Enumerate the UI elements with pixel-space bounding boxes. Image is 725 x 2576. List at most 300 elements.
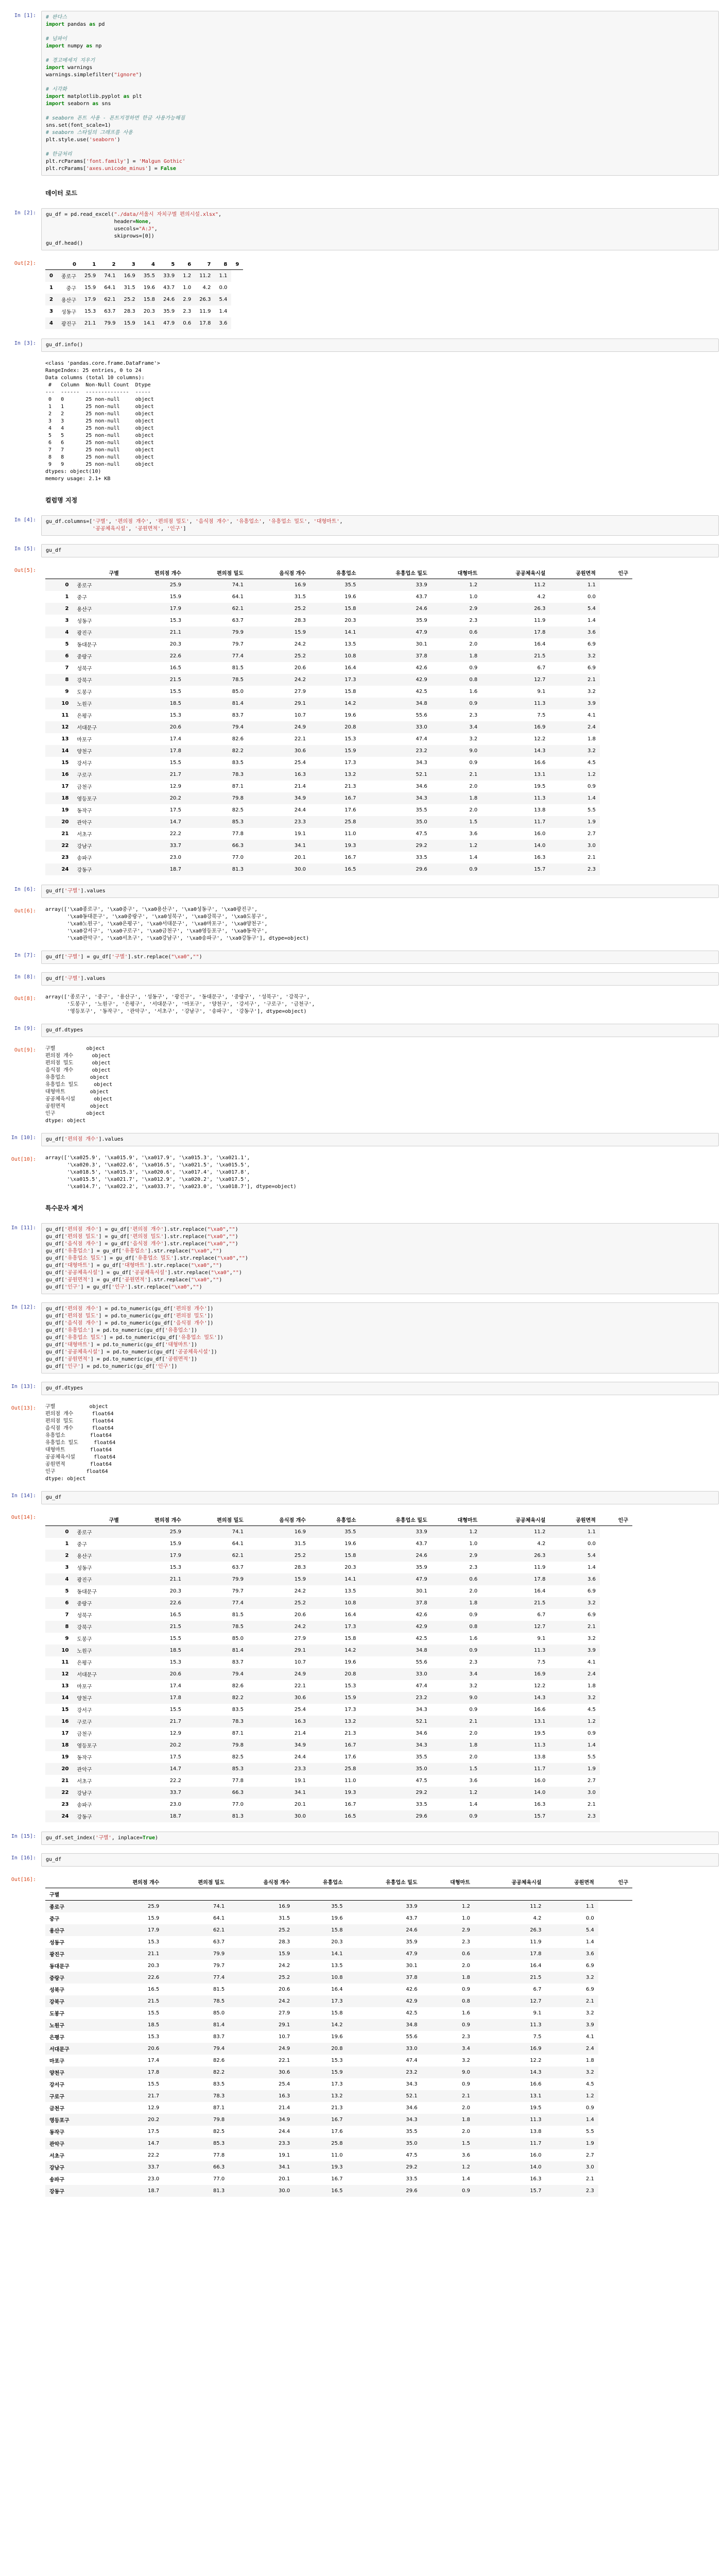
code-editor[interactable]: gu_df.dtypes — [41, 1382, 719, 1395]
table-cell: 0.6 — [183, 320, 192, 326]
table-cell: 21.5 — [169, 677, 181, 683]
output-cell — [0, 564, 719, 878]
row-index: 5 — [65, 641, 69, 647]
code-editor[interactable]: gu_df['구별'] = gu_df['구별'].str.replace("\xa0","") — [41, 951, 719, 964]
code-editor[interactable]: gu_df['편의점 개수'].values — [41, 1133, 719, 1146]
row-index: 강북구 — [49, 1999, 64, 2005]
table-cell: 82.5 — [213, 2129, 225, 2134]
table-cell: 16.5 — [344, 1814, 356, 1819]
table-row — [45, 282, 243, 294]
column-header — [45, 260, 57, 270]
table-cell: 4.5 — [585, 2081, 594, 2087]
table-cell: 15.9 — [169, 1541, 181, 1547]
table-cell: 14.1 — [344, 630, 356, 635]
output-cell — [0, 992, 719, 1017]
table-cell: 74.1 — [232, 1529, 244, 1535]
code-editor[interactable]: gu_df.columns=['구별', '편의점 개수', '편의점 밀도', '음식점 개수', '유흥업소', '유흥업소 밀도', '대형마트', '공공체육시설', '공원면적', '인구'] — [41, 515, 719, 536]
table-row — [45, 1656, 632, 1668]
code-cell[interactable] — [0, 1222, 719, 1296]
column-header: 대형마트 — [457, 571, 478, 577]
code-cell[interactable] — [0, 1852, 719, 1868]
output-cell — [0, 1873, 719, 2199]
row-index: 영등포구 — [49, 2118, 70, 2124]
table-cell: 서초구 — [77, 1779, 92, 1785]
row-index: 22 — [61, 1790, 69, 1795]
table-cell: 2.0 — [462, 2105, 470, 2111]
table-cell: 1.4 — [587, 618, 596, 623]
table-cell: 3.9 — [587, 1648, 596, 1653]
code-editor[interactable]: gu_df['구별'].values — [41, 972, 719, 986]
cell-prompt: In [16]: — [11, 1855, 36, 1861]
row-index: 6 — [65, 1600, 69, 1606]
table-cell: 22.2 — [148, 2153, 160, 2158]
table-cell: 0.9 — [469, 1707, 478, 1713]
table-cell: 79.8 — [232, 795, 244, 801]
table-cell: 11.3 — [534, 795, 546, 801]
table-row — [45, 1960, 632, 1972]
table-cell: 25.2 — [124, 297, 135, 302]
table-row — [45, 781, 632, 792]
row-index: 20 — [61, 1766, 69, 1772]
table-cell: 25.8 — [344, 819, 356, 825]
cell-prompt: Out[9]: — [14, 1047, 36, 1053]
code-cell[interactable] — [0, 9, 719, 177]
table-cell: 1.4 — [462, 2176, 470, 2182]
table-cell: 1.6 — [469, 1636, 478, 1641]
table-cell: 42.9 — [416, 1624, 427, 1630]
table-cell: 15.3 — [148, 2034, 160, 2040]
table-cell: 16.4 — [530, 1963, 542, 1969]
table-cell: 24.2 — [294, 1624, 306, 1630]
table-cell: 47.9 — [416, 1577, 427, 1582]
table-cell: 18.5 — [169, 701, 181, 706]
table-cell: 35.5 — [416, 807, 427, 813]
table-cell: 33.0 — [406, 2046, 418, 2052]
table-cell: 13.1 — [530, 2093, 542, 2099]
table-cell: 1.2 — [462, 1904, 470, 1909]
row-index: 중구 — [49, 1917, 60, 1922]
column-header: 편의점 개수 — [154, 571, 181, 577]
table-cell: 2.1 — [587, 855, 596, 860]
table-cell: 0.9 — [469, 701, 478, 706]
table-cell: 14.3 — [534, 1695, 546, 1701]
table-cell: 11.3 — [530, 2022, 542, 2028]
table-cell: 34.9 — [294, 1742, 306, 1748]
table-cell: 85.3 — [213, 2141, 225, 2146]
row-index: 20 — [61, 819, 69, 825]
table-cell: 3.2 — [587, 653, 596, 659]
table-cell: 14.1 — [331, 1951, 343, 1957]
table-cell: 42.5 — [416, 689, 427, 694]
column-header: 7 — [207, 262, 211, 267]
table-cell: 11.2 — [534, 1529, 546, 1535]
table-cell: 용산구 — [77, 607, 92, 613]
table-cell: 14.0 — [534, 843, 546, 849]
table-cell: 14.7 — [148, 2141, 160, 2146]
table-cell: 2.3 — [469, 1659, 478, 1665]
table-cell: 17.6 — [344, 1754, 356, 1760]
table-cell: 21.1 — [148, 1951, 160, 1957]
column-header: 0 — [72, 262, 76, 267]
column-header: 9 — [235, 262, 239, 267]
table-cell: 마포구 — [77, 737, 92, 743]
table-cell: 23.0 — [169, 1802, 181, 1807]
row-index: 18 — [61, 795, 69, 801]
code-cell[interactable] — [0, 514, 719, 537]
table-cell: 42.9 — [406, 1998, 418, 2004]
table-cell: 24.9 — [278, 2046, 290, 2052]
table-row — [45, 2031, 632, 2043]
table-cell: 31.5 — [294, 1541, 306, 1547]
table-cell: 42.5 — [406, 2010, 418, 2016]
table-cell: 1.2 — [183, 273, 192, 279]
row-index: 2 — [49, 297, 53, 302]
table-cell: 55.6 — [406, 2034, 418, 2040]
table-cell: 47.4 — [406, 2058, 418, 2063]
table-cell: 강북구 — [77, 678, 92, 684]
table-cell: 64.1 — [104, 285, 116, 291]
table-cell: 0.0 — [587, 1541, 596, 1547]
code-editor[interactable]: gu_df['구별'].values — [41, 885, 719, 898]
table-cell: 78.5 — [232, 1624, 244, 1630]
row-index: 10 — [61, 1648, 69, 1653]
table-cell: 34.3 — [416, 1742, 427, 1748]
table-cell: 81.3 — [232, 1814, 244, 1819]
code-cell[interactable] — [0, 1489, 719, 1506]
code-editor[interactable]: gu_df['편의점 개수'] = gu_df['편의점 개수'].str.replace("\xa0","") gu_df['편의점 밀도'] = gu_df['편의점 밀도'].str.replace("\xa0","") gu_df['음식점 개수'] = gu_df['음식점 개수'].str.replace("\xa0","") gu_df['유흥업소'] = gu_df['유흥업소'].str.replace("\xa0","") gu_df['유흥업소 밀도'] = gu_df['유흥업소 밀도'].str.replace("\xa0","") gu_df['대형마트'] = gu_df['대형마트'].str.replace("\xa0","") gu_df['공공체육시설'] = gu_df['공공체육시설'].str.replace("\xa0","") gu_df['공원면적'] = gu_df['공원면적'].str.replace("\xa0","") gu_df['인구'] = gu_df['인구'].str.replace("\xa0","") — [41, 1223, 719, 1294]
table-cell: 35.0 — [406, 2141, 418, 2146]
column-header: 공공체육시설 — [515, 1518, 546, 1523]
table-row — [45, 2007, 632, 2019]
table-cell: 3.0 — [585, 2164, 594, 2170]
table-cell: 강동구 — [77, 868, 92, 873]
row-index: 13 — [61, 736, 69, 742]
table-cell: 13.1 — [534, 772, 546, 777]
table-cell: 서대문구 — [77, 1672, 97, 1678]
table-cell: 15.8 — [344, 1636, 356, 1641]
table-row — [45, 1912, 632, 1924]
table-cell: 20.3 — [331, 1939, 343, 1945]
row-index: 4 — [65, 1577, 69, 1582]
table-cell: 21.5 — [148, 1998, 160, 2004]
table-cell: 23.2 — [416, 748, 427, 754]
row-index: 중랑구 — [49, 1976, 64, 1981]
table-cell: 2.0 — [469, 807, 478, 813]
table-cell: 11.3 — [530, 2117, 542, 2123]
table-cell: 11.3 — [534, 1648, 546, 1653]
code-cell[interactable] — [0, 543, 719, 559]
table-cell: 14.3 — [530, 2070, 542, 2075]
row-index: 강서구 — [49, 2082, 64, 2088]
table-cell: 1.6 — [469, 689, 478, 694]
table-row — [45, 579, 632, 591]
table-cell: 16.3 — [294, 772, 306, 777]
table-cell: 2.1 — [587, 1624, 596, 1630]
table-cell: 33.9 — [163, 273, 175, 279]
table-cell: 9.0 — [462, 2070, 470, 2075]
table-cell: 17.8 — [534, 630, 546, 635]
table-cell: 34.1 — [294, 1790, 306, 1795]
table-cell: 15.5 — [169, 689, 181, 694]
table-cell: 19.3 — [344, 843, 356, 849]
table-cell: 15.9 — [169, 594, 181, 600]
table-cell: 22.2 — [169, 831, 181, 837]
table-cell: 16.4 — [344, 665, 356, 671]
table-cell: 11.9 — [534, 618, 546, 623]
table-row — [45, 1984, 632, 1995]
table-cell: 33.7 — [169, 1790, 181, 1795]
code-editor[interactable]: gu_df.dtypes — [41, 1024, 719, 1037]
table-cell: 29.1 — [278, 2022, 290, 2028]
table-cell: 5.4 — [219, 297, 228, 302]
table-cell: 16.5 — [169, 665, 181, 671]
cell-prompt: In [10]: — [11, 1135, 36, 1141]
table-cell: 용산구 — [77, 1554, 92, 1560]
table-cell: 17.8 — [530, 1951, 542, 1957]
table-cell: 33.5 — [406, 2176, 418, 2182]
table-cell: 20.3 — [148, 1963, 160, 1969]
row-index: 0 — [65, 582, 69, 588]
code-editor[interactable]: gu_df.info() — [41, 338, 719, 352]
row-index: 19 — [61, 807, 69, 813]
table-cell: 12.9 — [169, 1731, 181, 1736]
table-cell: 2.9 — [469, 1553, 478, 1558]
table-cell: 30.0 — [294, 867, 306, 872]
table-cell: 29.1 — [294, 701, 306, 706]
table-cell: 1.1 — [587, 1529, 596, 1535]
table-cell: 10.8 — [344, 1600, 356, 1606]
cell-prompt: In [14]: — [11, 1493, 36, 1499]
table-cell: 1.0 — [183, 285, 192, 291]
table-cell: 1.8 — [585, 2058, 594, 2063]
row-index: 성동구 — [49, 1940, 64, 1946]
table-cell: 30.1 — [416, 1588, 427, 1594]
table-cell: 15.5 — [148, 2081, 160, 2087]
table-cell: 송파구 — [77, 856, 92, 861]
text-output: array(['종로구', '중구', '용산구', '성동구', '광진구', '동대문구', '중랑구', '성북구', '강북구', '도봉구', '노원구', '은평구', '서대문구', '마포구', '양천구', '강서구', '구로구', '금천구', '영등포구', '동작구', '관악구', '서초구', '강남구', '송파구', '강동구'], dtype=object) — [45, 994, 315, 1014]
table-cell: 28.3 — [294, 1565, 306, 1570]
code-editor[interactable]: gu_df — [41, 1491, 719, 1504]
table-cell: 82.2 — [232, 748, 244, 754]
table-cell: 20.1 — [278, 2176, 290, 2182]
table-row — [45, 1692, 632, 1704]
code-cell[interactable] — [0, 337, 719, 353]
table-cell: 강서구 — [77, 1708, 92, 1714]
column-header: 1 — [92, 262, 96, 267]
table-cell: 62.1 — [232, 1553, 244, 1558]
table-row — [45, 804, 632, 816]
table-cell: 82.2 — [213, 2070, 225, 2075]
table-cell: 24.2 — [294, 1588, 306, 1594]
table-cell: 노원구 — [77, 1649, 92, 1654]
table-cell: 18.7 — [169, 1814, 181, 1819]
table-cell: 2.1 — [587, 1802, 596, 1807]
row-index: 24 — [61, 1814, 69, 1819]
table-cell: 74.1 — [232, 582, 244, 588]
table-cell: 31.5 — [278, 1916, 290, 1921]
table-cell: 15.9 — [278, 1951, 290, 1957]
column-header: 5 — [171, 262, 175, 267]
row-index: 도봉구 — [49, 2011, 64, 2017]
table-cell: 55.6 — [416, 713, 427, 718]
table-cell: 3.6 — [585, 1951, 594, 1957]
table-cell: 25.2 — [278, 1975, 290, 1980]
row-index: 14 — [61, 748, 69, 754]
code-cell[interactable] — [0, 1830, 719, 1846]
table-cell: 28.3 — [124, 309, 135, 314]
table-cell: 강서구 — [77, 761, 92, 767]
table-cell: 14.7 — [169, 819, 181, 825]
row-index: 강남구 — [49, 2165, 64, 2171]
code-cell[interactable] — [0, 1301, 719, 1375]
table-cell: 85.3 — [232, 1766, 244, 1772]
table-cell: 14.3 — [534, 748, 546, 754]
table-row — [45, 2102, 632, 2114]
table-cell: 16.7 — [344, 795, 356, 801]
row-index: 7 — [65, 1612, 69, 1618]
table-cell: 11.3 — [534, 1742, 546, 1748]
row-index: 1 — [49, 285, 53, 291]
table-cell: 11.3 — [534, 701, 546, 706]
table-cell: 18.7 — [148, 2188, 160, 2194]
table-cell: 34.3 — [416, 795, 427, 801]
table-cell: 20.6 — [294, 1612, 306, 1618]
table-cell: 7.5 — [533, 2034, 542, 2040]
table-cell: 4.5 — [587, 760, 596, 766]
table-cell: 81.4 — [232, 1648, 244, 1653]
table-cell: 47.4 — [416, 1683, 427, 1689]
table-cell: 10.7 — [294, 713, 306, 718]
table-cell: 43.7 — [416, 1541, 427, 1547]
table-cell: 4.2 — [537, 1541, 546, 1547]
table-cell: 10.8 — [344, 653, 356, 659]
table-cell: 관악구 — [77, 1767, 92, 1773]
table-cell: 22.2 — [169, 1778, 181, 1784]
table-cell: 성동구 — [77, 1566, 92, 1571]
table-cell: 1.1 — [585, 1904, 594, 1909]
section-heading: 컬럼명 지정 — [45, 497, 78, 504]
table-cell: 29.1 — [294, 1648, 306, 1653]
dataframe-table — [45, 567, 632, 875]
cell-prompt: Out[14]: — [11, 1515, 36, 1520]
table-cell: 14.0 — [534, 1790, 546, 1795]
table-cell: 14.2 — [344, 701, 356, 706]
table-cell: 2.9 — [462, 1927, 470, 1933]
table-cell: 1.4 — [585, 1939, 594, 1945]
table-cell: 13.5 — [344, 1588, 356, 1594]
table-cell: 5.4 — [587, 1553, 596, 1558]
row-index: 22 — [61, 843, 69, 849]
table-cell: 6.7 — [533, 1987, 542, 1992]
table-cell: 26.3 — [534, 1553, 546, 1558]
table-row — [45, 1972, 632, 1984]
cell-prompt: In [9]: — [14, 1026, 36, 1031]
table-cell: 29.6 — [416, 1814, 427, 1819]
table-cell: 78.5 — [213, 1998, 225, 2004]
table-row — [45, 2078, 632, 2090]
code-cell[interactable] — [0, 949, 719, 965]
table-cell: 20.3 — [344, 1565, 356, 1570]
table-cell: 2.3 — [462, 2034, 470, 2040]
code-editor[interactable]: gu_df — [41, 544, 719, 557]
table-cell: 3.2 — [469, 736, 478, 742]
cell-prompt: Out[5]: — [14, 568, 36, 573]
table-cell: 17.3 — [344, 760, 356, 766]
table-cell: 33.9 — [406, 1904, 418, 1909]
table-cell: 4.2 — [202, 285, 211, 291]
table-cell: 42.6 — [416, 665, 427, 671]
table-cell: 79.9 — [213, 1951, 225, 1957]
table-cell: 2.3 — [469, 1565, 478, 1570]
code-editor[interactable]: gu_df = pd.read_excel("./data/서울시 자치구별 편의시설.xlsx", header=None, usecols="A:J", skiprows=[0]) gu_df.head() — [41, 208, 719, 250]
table-cell: 29.2 — [416, 843, 427, 849]
table-cell: 24.4 — [294, 807, 306, 813]
table-cell: 0.6 — [469, 1577, 478, 1582]
table-cell: 35.0 — [416, 819, 427, 825]
table-cell: 3.2 — [587, 689, 596, 694]
table-cell: 금천구 — [77, 785, 92, 790]
table-cell: 9.0 — [469, 748, 478, 754]
table-cell: 관악구 — [77, 820, 92, 826]
table-cell: 29.6 — [416, 867, 427, 872]
code-editor[interactable]: gu_df['편의점 개수'] = pd.to_numeric(gu_df['편의점 개수']) gu_df['편의점 밀도'] = pd.to_numeric(gu_df['편의점 밀도']) gu_df['음식점 개수'] = pd.to_numeric(gu_df['음식점 개수']) gu_df['유흥업소'] = pd.to_numeric(gu_df['유흥업소']) gu_df['유흥업소 밀도'] = pd.to_numeric(gu_df['유흥업소 밀도']) gu_df['대형마트'] = pd.to_numeric(gu_df['대형마트']) gu_df['공공체육시설'] = pd.to_numeric(gu_df['공공체육시설']) gu_df['공원면적'] = pd.to_numeric(gu_df['공원면적']) gu_df['인구'] = pd.to_numeric(gu_df['인구']) — [41, 1302, 719, 1374]
output-cell — [0, 905, 719, 944]
table-cell: 81.5 — [232, 1612, 244, 1618]
code-editor[interactable]: gu_df — [41, 1853, 719, 1867]
table-cell: 79.4 — [213, 2046, 225, 2052]
code-cell[interactable] — [0, 1131, 719, 1148]
code-cell[interactable] — [0, 1380, 719, 1397]
table-cell: 4.2 — [537, 594, 546, 600]
table-cell: 20.6 — [278, 1987, 290, 1992]
code-cell[interactable] — [0, 207, 719, 252]
table-cell: 성북구 — [77, 1613, 92, 1619]
table-cell: 63.7 — [232, 618, 244, 623]
table-cell: 9.0 — [469, 1695, 478, 1701]
code-cell[interactable] — [0, 971, 719, 987]
row-index: 24 — [61, 867, 69, 872]
table-cell: 6.7 — [537, 665, 546, 671]
table-cell: 30.6 — [278, 2070, 290, 2075]
table-cell: 16.6 — [534, 760, 546, 766]
table-cell: 24.2 — [278, 1963, 290, 1969]
table-cell: 20.8 — [344, 724, 356, 730]
table-row — [45, 1727, 632, 1739]
table-cell: 24.4 — [294, 1754, 306, 1760]
table-cell: 47.4 — [416, 736, 427, 742]
column-header: 6 — [187, 262, 192, 267]
table-cell: 16.7 — [344, 855, 356, 860]
code-editor[interactable]: # 판다스 import pandas as pd # 넘파이 import numpy as np # 경고메세지 지우기 import warnings warnings.simplefilter("ignore") # 시각화 import matplotlib.pyplot as plt import seaborn as sns # seaborn 폰트 사용 - 폰트지정하면 한글 사용가능해짐 sns.set(font_scale=1) # seaborn 스타일의 그래프를 사용 plt.style.use('seaborn') # 한글처리 plt.rcParams['font.family'] = 'Malgun Gothic' plt.rcParams['axes.unicode_minus'] = False — [41, 11, 719, 176]
table-cell: 15.5 — [169, 1707, 181, 1713]
table-cell: 11.2 — [199, 273, 211, 279]
table-row — [45, 306, 243, 317]
table-cell: 2.1 — [469, 1719, 478, 1724]
cell-prompt: In [11]: — [11, 1225, 36, 1231]
code-editor[interactable]: gu_df.set_index('구별', inplace=True) — [41, 1832, 719, 1845]
table-cell: 16.4 — [344, 1612, 356, 1618]
code-cell[interactable] — [0, 1022, 719, 1039]
table-cell: 15.3 — [169, 713, 181, 718]
table-cell: 2.4 — [587, 724, 596, 730]
code-cell[interactable] — [0, 883, 719, 900]
table-cell: 34.9 — [278, 2117, 290, 2123]
table-cell: 77.0 — [232, 1802, 244, 1807]
table-cell: 0.9 — [587, 1731, 596, 1736]
table-cell: 11.9 — [199, 309, 211, 314]
table-cell: 19.3 — [331, 2164, 343, 2170]
section-heading: 데이터 로드 — [45, 190, 78, 197]
